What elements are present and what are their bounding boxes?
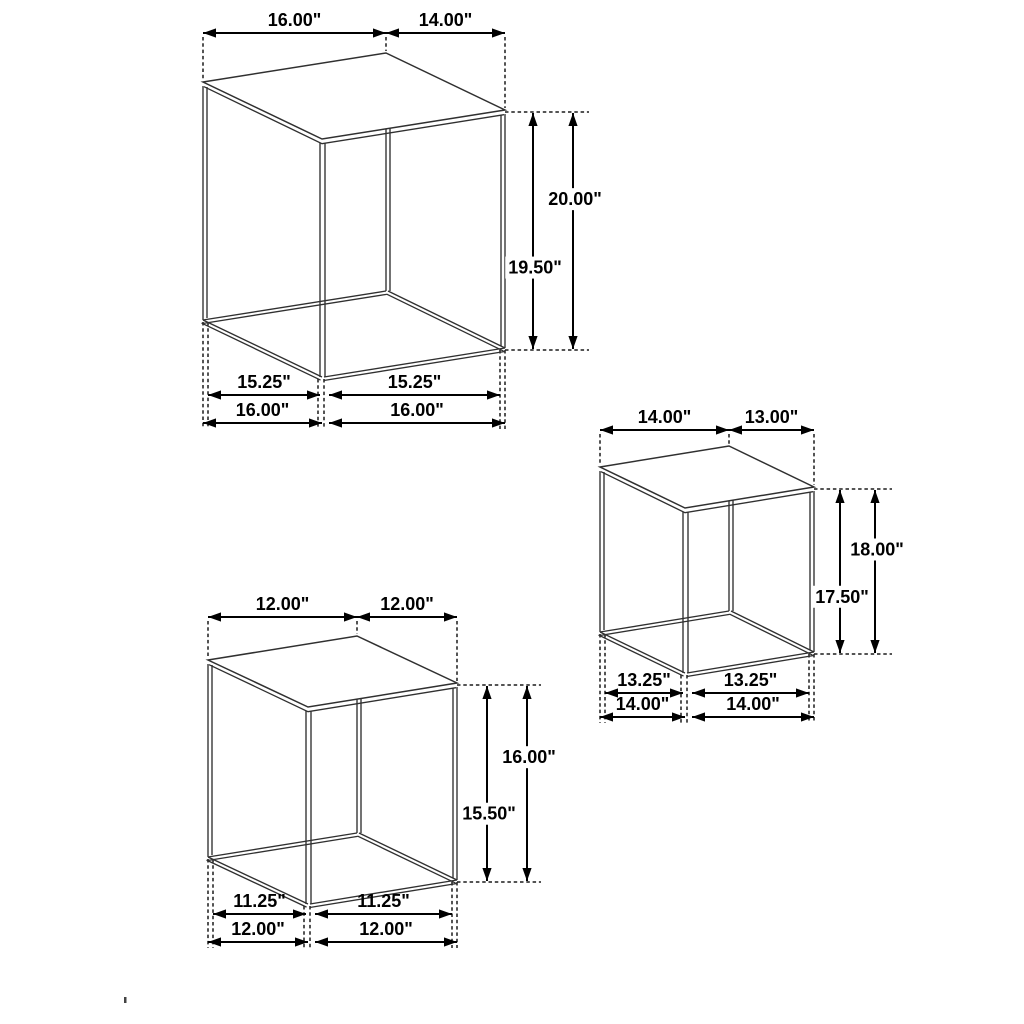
dimension-label: 12.00" [231,919,285,939]
arrowhead [203,28,216,37]
arrowhead [487,390,500,399]
arrowhead [528,336,537,349]
dimension-label: 16.00" [390,400,444,420]
table-edge [359,833,457,880]
dimension-label: 15.25" [387,372,442,392]
arrowhead [729,425,742,434]
arrowhead [801,425,814,434]
large-table [202,10,605,429]
arrowhead [295,937,308,946]
table-edge [388,291,505,348]
table-edge [600,611,729,632]
dimension-label: 13.25" [617,670,671,690]
arrowhead [444,937,457,946]
dimension-label: 15.50" [462,803,516,824]
arrowhead [208,612,221,621]
tabletop [600,446,814,508]
arrowhead [568,336,577,349]
arrowhead [208,937,221,946]
arrowhead [522,868,531,881]
arrowhead [528,113,537,126]
arrowhead [329,390,342,399]
dimension-label: 12.00" [255,594,310,614]
dimension-label: 14.00" [615,694,670,714]
dimension-label: 14.00" [726,694,780,714]
tabletop [208,636,457,707]
arrowhead [692,688,705,697]
dimension-label: 13.25" [723,670,778,690]
arrowhead [293,909,306,918]
arrowhead [357,612,370,621]
table-edge [209,836,358,860]
arrowhead [796,688,809,697]
arrowhead [835,640,844,653]
table-edge [729,614,812,655]
arrowhead [672,712,685,721]
arrowhead [492,28,505,37]
arrowhead [870,640,879,653]
arrowhead [373,28,386,37]
arrowhead [801,712,814,721]
arrowhead [208,390,221,399]
dimension-label: 16.00" [502,747,556,768]
dimension-label: 14.00" [418,10,473,30]
arrowhead [716,425,729,434]
table-edge [731,611,814,652]
table-edge [387,294,504,351]
dimension-label: 15.25" [237,372,291,392]
arrowhead [482,868,491,881]
dimension-label: 13.00" [744,407,799,427]
table-edge [601,614,730,635]
table-edge [358,836,456,883]
dimension-label: 16.00" [235,400,290,420]
table-edge [203,291,386,320]
table-edge [204,294,387,323]
dimension-label: 16.00" [267,10,322,30]
dimension-label: 20.00" [548,189,602,210]
dimension-label: 11.25" [357,891,410,911]
arrowhead [600,712,613,721]
dimension-label: 17.50" [815,586,869,607]
arrowhead [835,490,844,503]
dimension-label: 11.25" [233,891,286,911]
arrowhead [692,712,705,721]
tabletop [203,53,505,139]
medium-table [599,407,907,723]
arrowhead [482,686,491,699]
dimension-label: 12.00" [359,919,413,939]
arrowhead [315,909,328,918]
arrowhead [344,612,357,621]
arrowhead [315,937,328,946]
arrowhead [870,490,879,503]
arrowhead [439,909,452,918]
stray-mark [124,997,127,1003]
arrowhead [386,28,399,37]
table-edge [600,632,685,673]
small-table [207,594,559,948]
dimension-label: 18.00" [850,539,904,560]
arrowhead [444,612,457,621]
dimension-label: 14.00" [637,407,692,427]
arrowhead [309,418,322,427]
arrowhead [522,686,531,699]
arrowhead [203,418,216,427]
arrowhead [492,418,505,427]
dimension-label: 12.00" [380,594,434,614]
arrowhead [329,418,342,427]
arrowhead [213,909,226,918]
dimension-label: 19.50" [508,257,562,278]
table-edge [208,833,357,857]
arrowhead [568,113,577,126]
arrowhead [600,425,613,434]
table-edge [203,320,322,377]
